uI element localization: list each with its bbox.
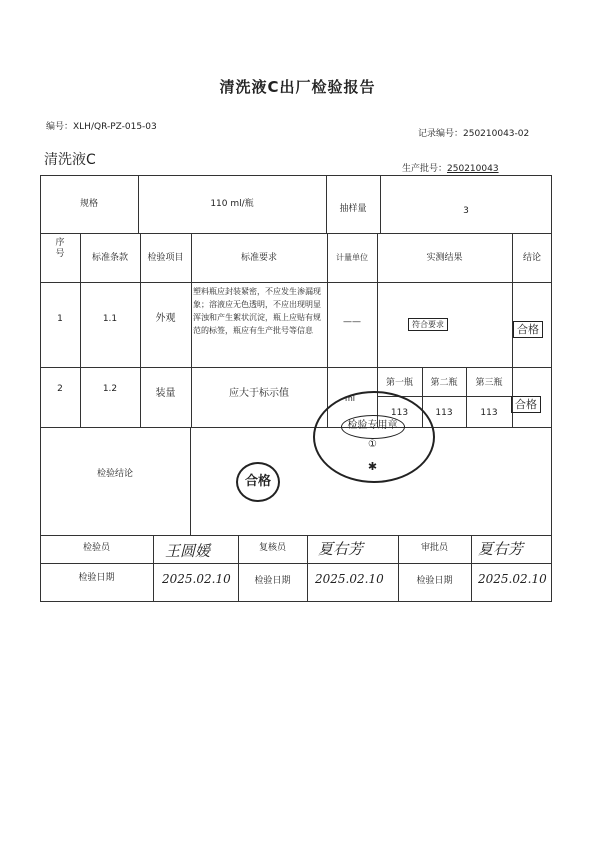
seal-text: 检验专用章: [347, 420, 398, 431]
inspect-date-label-2: 检验日期: [254, 576, 291, 586]
sample-value: 3: [463, 206, 469, 216]
approver-label: 审批员: [420, 543, 448, 553]
header-result: 实测结果: [426, 253, 463, 263]
reviewer-label: 复核员: [258, 543, 286, 553]
row1-result-stamp: 符合要求: [408, 318, 448, 331]
header-conclusion: 结论: [522, 253, 541, 263]
inspect-date-3: 2025.02.10: [478, 572, 547, 586]
bottle-3-value: 113: [480, 408, 498, 418]
row2-unit: ml: [344, 394, 355, 403]
inspect-date-label-3: 检验日期: [416, 576, 453, 586]
bottle-1-label: 第一瓶: [385, 378, 413, 388]
document-number: 编号：XLH/QR-PZ-015-03: [46, 122, 157, 132]
inspect-date-label-1: 检验日期: [78, 573, 115, 583]
batch-label: 生产批号：: [402, 164, 448, 174]
seal-star-icon: ✱: [367, 460, 378, 473]
inspect-date-2: 2025.02.10: [315, 572, 384, 586]
row1-requirement: 塑料瓶应封装紧密，不应发生渗漏现象；溶液应无色透明，不应出现明显浑浊和产生絮状沉淀，瓶上应贴有规范的标签，瓶应有生产批号等信息: [193, 287, 321, 335]
bottle-3-label: 第三瓶: [475, 378, 503, 388]
batch-number: [402, 161, 499, 174]
seal-number: ①: [368, 439, 377, 450]
conclusion-value: 合格: [244, 474, 271, 489]
row1-unit: ——: [343, 317, 361, 327]
product-name: 清洗液C: [44, 152, 96, 168]
row1-item: 外观: [155, 313, 176, 324]
inspector-signature: 王圆媛: [165, 542, 211, 560]
spec-label: 规格: [79, 199, 98, 209]
inspection-seal: [313, 391, 435, 483]
row1-clause: 1.1: [102, 314, 118, 324]
row2-conclusion-stamp: 合格: [511, 396, 541, 413]
reviewer-signature: 夏右芳: [318, 540, 364, 558]
header-item: 检验项目: [147, 253, 184, 263]
row2-seq: 2: [57, 384, 63, 394]
bottle-2-value: 113: [435, 408, 453, 418]
record-number: 记录编号：250210043-02: [418, 129, 530, 139]
header-seq: 序号: [55, 238, 65, 259]
inspector-label: 检验员: [82, 543, 110, 553]
row2-requirement: 应大于标示值: [229, 388, 289, 399]
batch-value: 250210043: [447, 164, 499, 174]
bottle-2-label: 第二瓶: [430, 378, 458, 388]
row2-item: 装量: [155, 388, 176, 399]
row1-conclusion-stamp: 合格: [513, 321, 543, 338]
conclusion-round-stamp: [236, 462, 280, 502]
row2-clause: 1.2: [102, 384, 118, 394]
row1-seq: 1: [57, 314, 63, 324]
header-clause: 标准条款: [91, 253, 128, 263]
conclusion-label: 检验结论: [96, 469, 133, 479]
header-requirement: 标准要求: [240, 253, 277, 263]
report-title: 清洗液C出厂检验报告: [219, 78, 376, 96]
bottle-1-value: 113: [390, 408, 409, 418]
approver-signature: 夏右芳: [478, 540, 524, 558]
spec-value: 110 ml/瓶: [210, 199, 254, 209]
inspect-date-1: 2025.02.10: [162, 572, 231, 586]
header-unit: 计量单位: [336, 253, 368, 262]
sample-label: 抽样量: [339, 204, 367, 214]
